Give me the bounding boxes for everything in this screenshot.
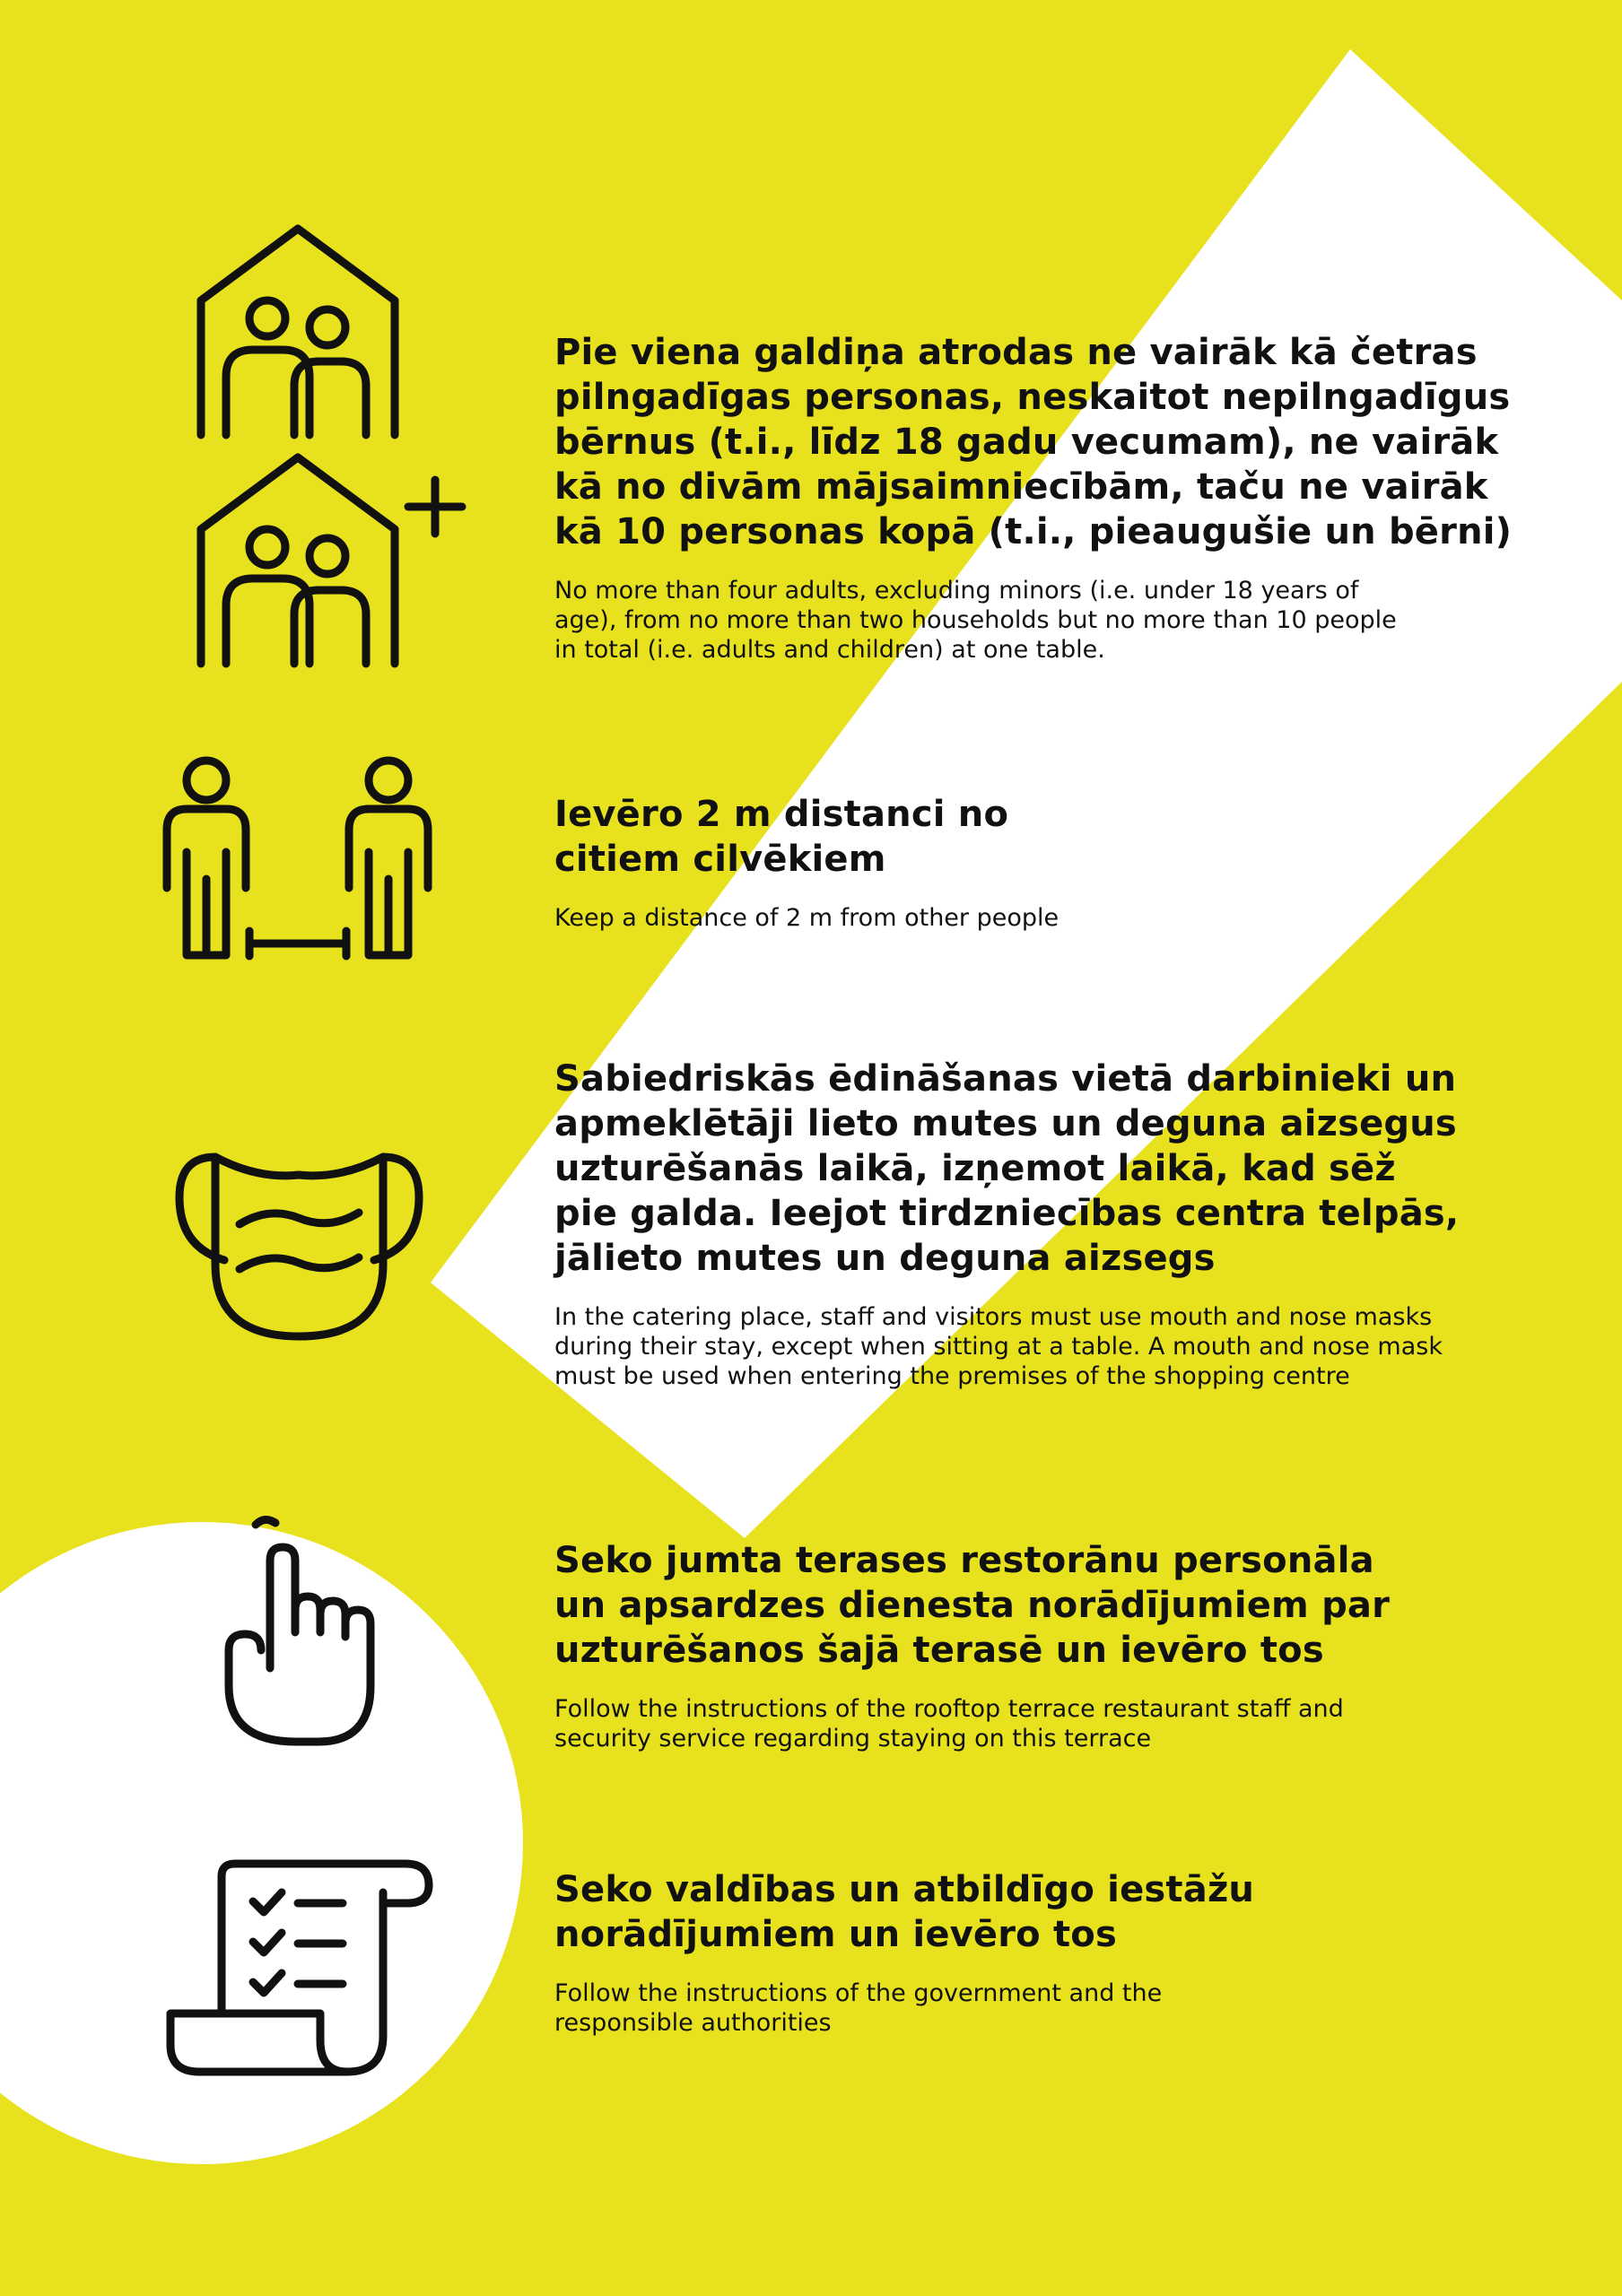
rule-text-households (554, 330, 1523, 665)
rule-text-distance (554, 792, 1362, 933)
rule-subtitle: No more than four adults, excluding minors (i.e. under 18 years of age), from no more than two households but no more than 10 people in total (i.e. adults and children) at one table. (554, 577, 1397, 664)
rule-subtitle: Keep a distance of 2 m from other people (554, 904, 1060, 932)
rule-subtitle: Follow the instructions of the rooftop terrace restaurant staff and security service regarding staying on this terrace (554, 1695, 1344, 1752)
rule-title: Seko valdības un atbildīgo iestāžu norādījumiem un ievēro tos (554, 1869, 1255, 1955)
rule-title: Seko jumta terases restorānu personāla un apsardzes dienesta norādījumiem par uzturēšanos šajā terasē un ievēro tos (554, 1540, 1391, 1671)
checklist-scroll-icon (163, 1857, 441, 2081)
rule-text-instructions (554, 1538, 1452, 1753)
two-households-icon (188, 220, 484, 677)
rule-text-mask (554, 1057, 1523, 1391)
rule-text-government (554, 1867, 1362, 2038)
pointing-hand-icon (220, 1507, 381, 1749)
rule-title: Ievēro 2 m distanci no citiem cilvēkiem (554, 794, 1009, 880)
rule-title: Sabiedriskās ēdināšanas vietā darbinieki un apmeklētāji lieto mutes un deguna aizsegus uzturēšanās laikā, izņemot laikā, kad sēž pie galda. Ieejot tirdzniecības centra telpās, jālieto mutes un deguna aizsegs (554, 1058, 1460, 1279)
rule-subtitle: In the catering place, staff and visitors must use mouth and nose masks during their stay, except when sitting at a table. A mouth and nose mask must be used when entering the premises of the shopping centre (554, 1303, 1443, 1390)
distance-2m-icon (160, 753, 447, 969)
face-mask-icon (175, 1130, 426, 1345)
rule-subtitle: Follow the instructions of the government and the responsible authorities (554, 1979, 1163, 2037)
rule-title: Pie viena galdiņa atrodas ne vairāk kā četras pilngadīgas personas, neskaitot nepilngadīgus bērnus (t.i., līdz 18 gadu vecumam), ne vairāk kā no divām mājsaimniecībām, taču ne vairāk kā 10 personas kopā (t.i., pieaugušie un bērni) (554, 332, 1513, 552)
